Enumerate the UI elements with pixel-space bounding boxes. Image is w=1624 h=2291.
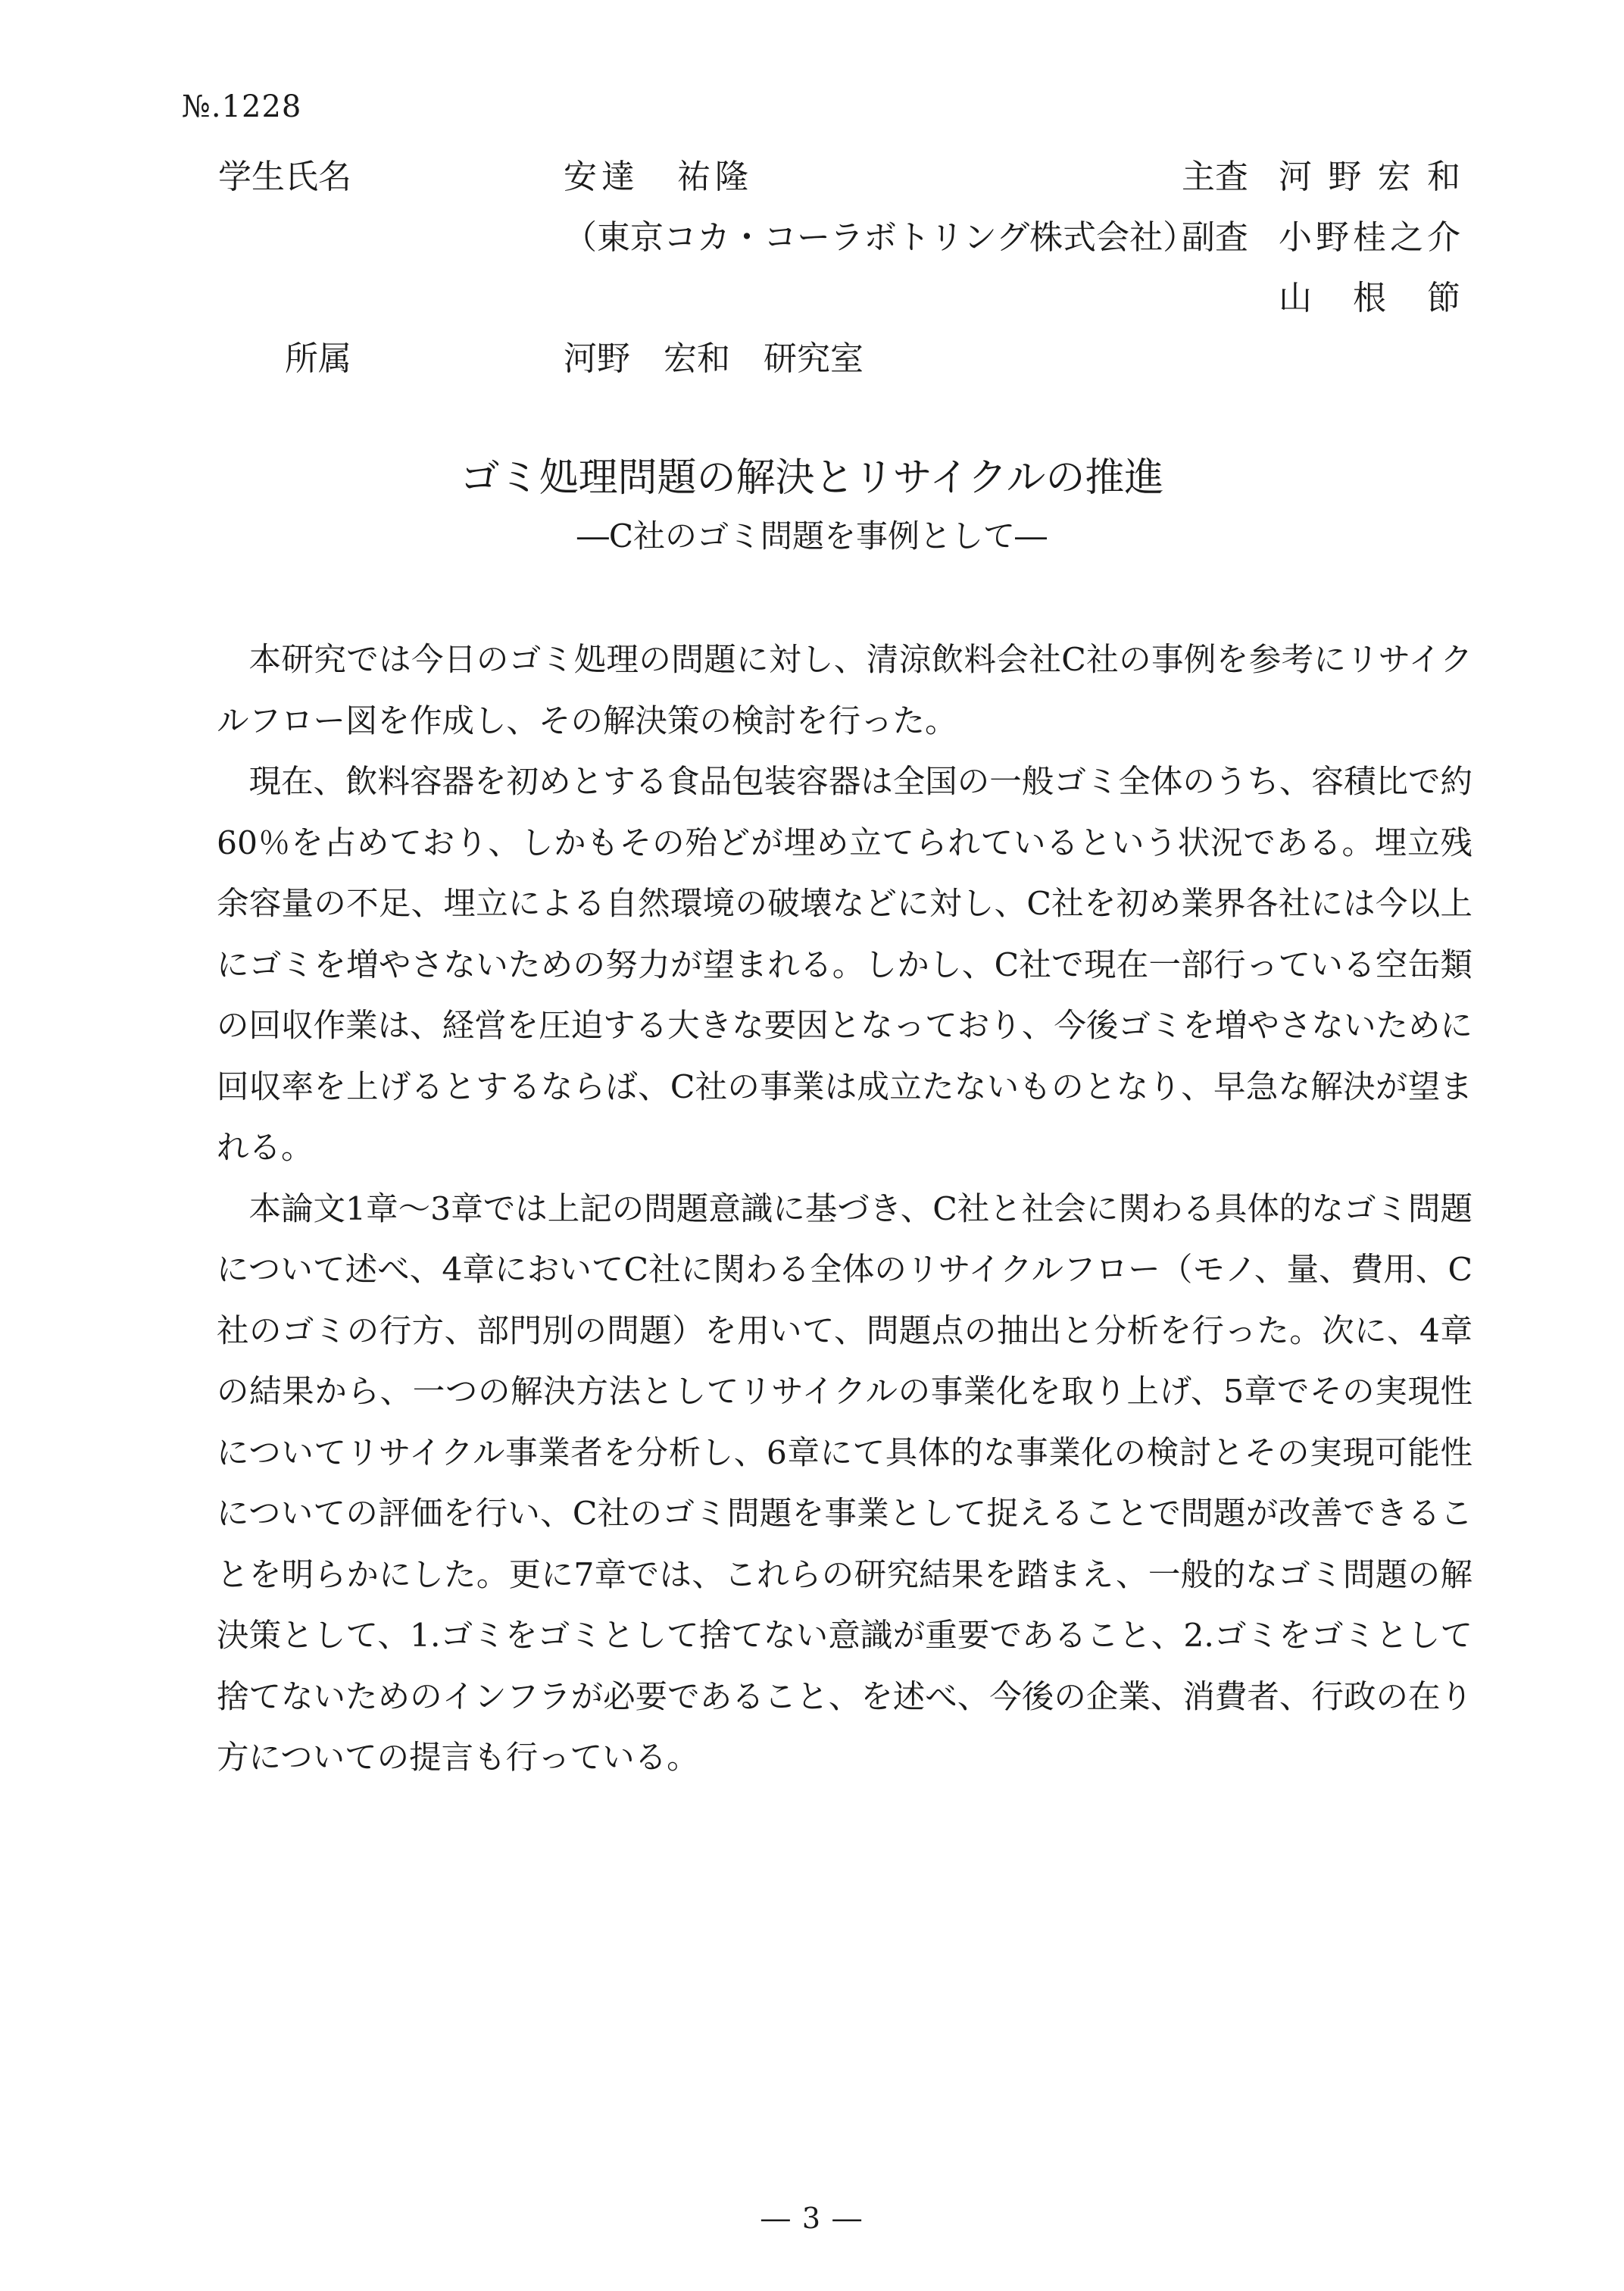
abstract-body bbox=[217, 630, 1473, 1789]
page-number: ― 3 ― bbox=[760, 2202, 864, 2235]
sub-examiner-label: 副査 bbox=[1182, 218, 1248, 257]
thesis-subtitle: ―C社のゴミ問題を事例として― bbox=[576, 517, 1048, 555]
affiliation-label: 所属 bbox=[285, 339, 351, 378]
main-examiner-name: 河野宏和 bbox=[1279, 158, 1460, 196]
student-name: 安達 祐隆 bbox=[564, 158, 753, 196]
sub-examiner-name-2: 山根節 bbox=[1279, 279, 1460, 317]
sub-examiner-name-1: 小野桂之介 bbox=[1279, 218, 1460, 257]
abstract-paragraph-1: 本研究では今日のゴミ処理の問題に対し、清涼飲料会社C社の事例を参考にリサイクルフロー図を作成し、その解決策の検討を行った。 bbox=[217, 642, 1473, 740]
student-name-label: 学生氏名 bbox=[218, 158, 351, 196]
affiliation-lab: 河野 宏和 研究室 bbox=[564, 339, 864, 378]
abstract-paragraph-2: 現在、飲料容器を初めとする食品包装容器は全国の一般ゴミ全体のうち、容積比で約60％を占めており、しかもその殆どが埋め立てられているという状況である。埋立残余容量の不足、埋立による自然環境の破壊などに対し、C社を初め業界各社には今以上にゴミを増やさないための努力が望まれる。しかし、C社で現在一部行っている空缶類の回収作業は、経営を圧迫する大きな要因となっており、今後ゴミを増やさないために回収率を上げるとするならば、C社の事業は成立たないものとなり、早急な解決が望まれる。 bbox=[217, 764, 1473, 1167]
main-examiner-label: 主査 bbox=[1182, 158, 1248, 196]
abstract-paragraph-3: 本論文1章～3章では上記の問題意識に基づき、C社と社会に関わる具体的なゴミ問題について述べ、4章においてC社に関わる全体のリサイクルフロー（モノ、量、費用、C社のゴミの行方、部門別の問題）を用いて、問題点の抽出と分析を行った。次に、4章の結果から、一つの解決方法としてリサイクルの事業化を取り上げ、5章でその実現性についてリサイクル事業者を分析し、6章にて具体的な事業化の検討とその実現可能性についての評価を行い、C社のゴミ問題を事業として捉えることで問題が改善できることを明らかにした。更に7章では、これらの研究結果を踏まえ、一般的なゴミ問題の解決策として、1.ゴミをゴミとして捨てない意識が重要であること、2.ゴミをゴミとして捨てないためのインフラが必要であること、を述べ、今後の企業、消費者、行政の在り方についての提言も行っている。 bbox=[217, 1190, 1473, 1777]
document-number: №.1228 bbox=[182, 89, 302, 124]
thesis-title: ゴミ処理問題の解決とリサイクルの推進 bbox=[460, 455, 1164, 501]
student-company: （東京コカ・コーラボトリング株式会社） bbox=[564, 218, 1197, 257]
